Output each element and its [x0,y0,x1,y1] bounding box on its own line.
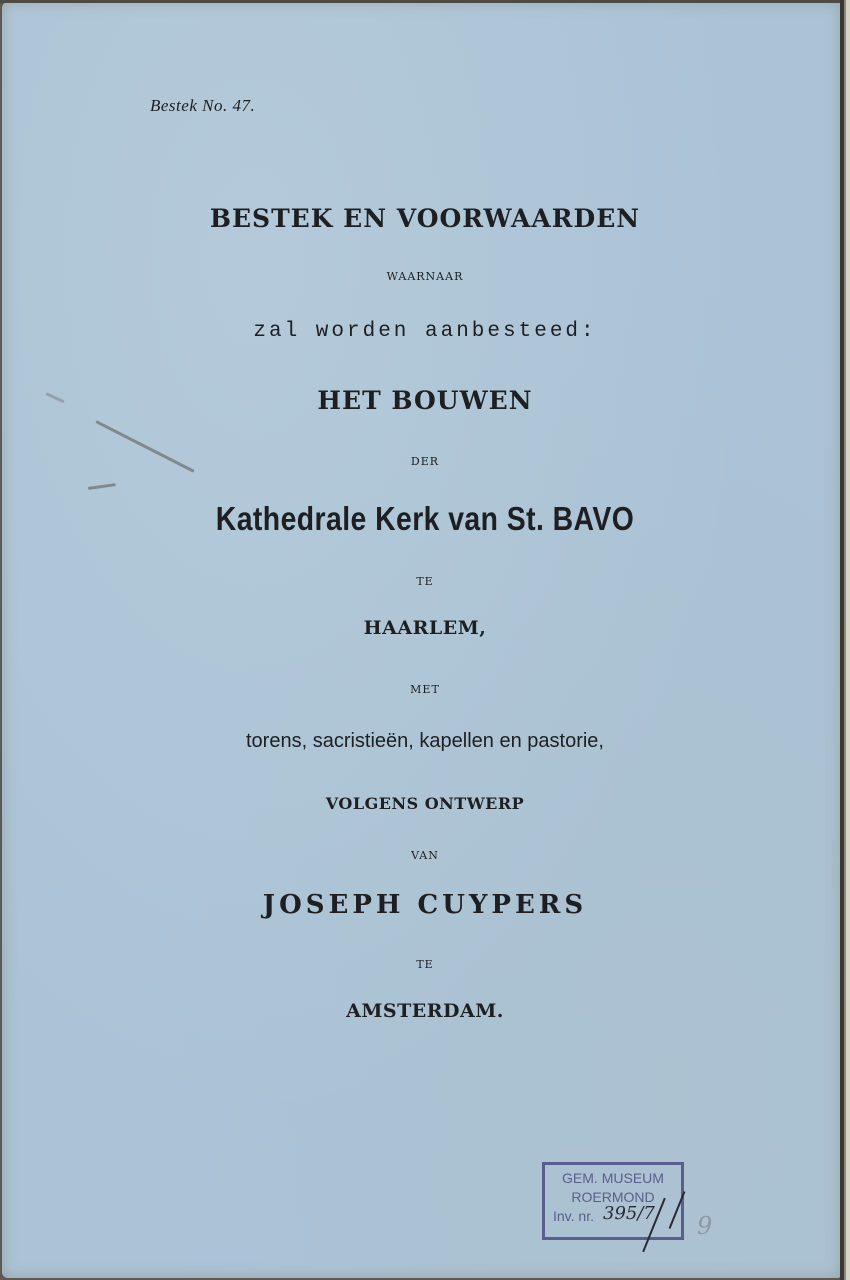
inventory-label: Inv. nr. [553,1208,594,1224]
connector-der: DER [410,455,440,468]
connector-te: TE [416,575,434,588]
building-name: Kathedrale Kerk van St. BAVO [215,500,635,537]
stamp-line-museum: GEM. MUSEUM [562,1170,664,1186]
architect-name: JOSEPH CUYPERS [262,890,588,920]
page-top-edge [0,0,850,3]
connector-met: MET [410,683,440,696]
bestek-number: Bestek No. 47. [150,96,256,115]
page-right-edge [840,0,850,1280]
pencil-annotation: 9 [697,1212,713,1240]
connector-van: VAN [411,849,439,862]
inventory-number: 395/7 [603,1203,655,1224]
document-title: BESTEK EN VOORWAARDEN [209,204,641,233]
work-heading: HET BOUWEN [317,386,533,415]
design-by-label: VOLGENS ONTWERP [325,794,525,813]
building-components: torens, sacristieën, kapellen en pastorie, [246,730,604,752]
connector-te-2: TE [416,958,434,971]
city-name: HAARLEM, [363,617,487,639]
subtitle: zal worden aanbesteed: [253,320,597,343]
document-cover [2,2,840,1278]
connector-waarnaar: WAARNAAR [386,270,464,283]
architect-city: AMSTERDAM. [346,1000,504,1022]
stamp-line-city: ROERMOND [571,1189,655,1205]
